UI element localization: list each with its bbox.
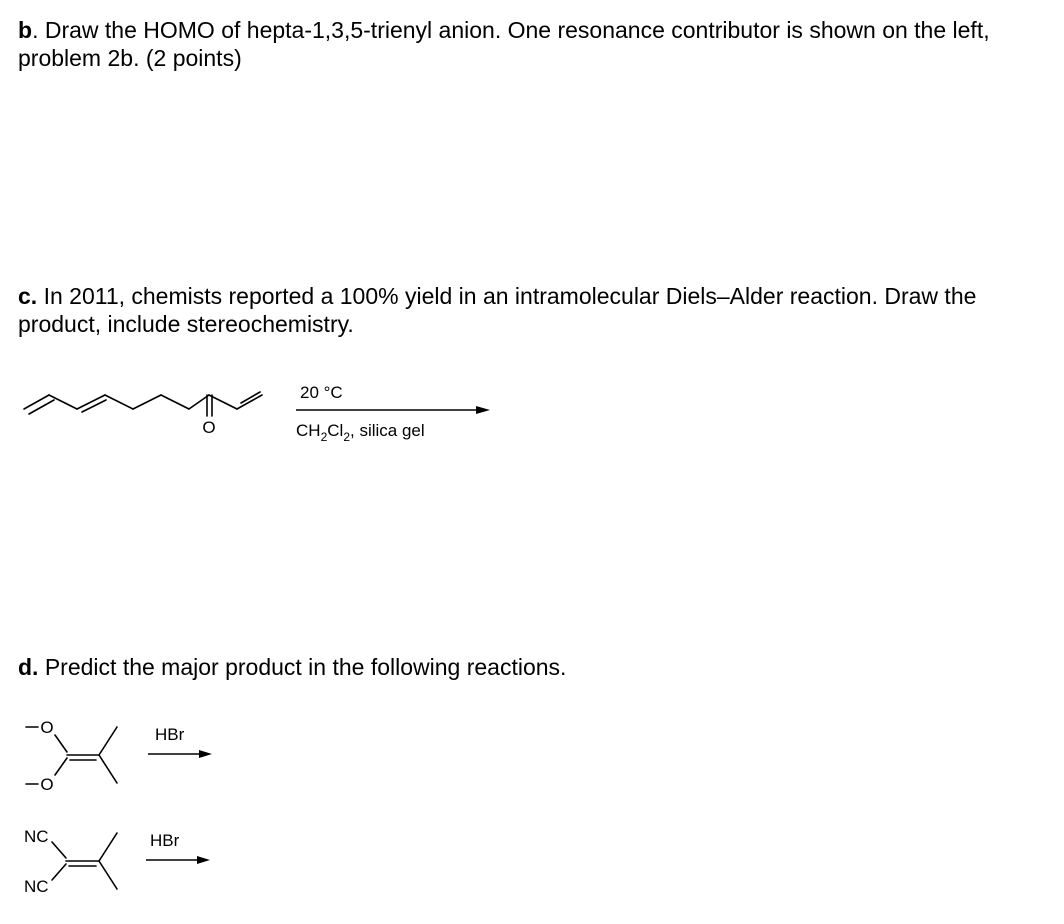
substrate-d2-skeleton [52,833,117,889]
d1-oxygen-bottom-label: O [40,775,54,794]
question-c-letter: c. [18,283,38,309]
reaction-c-solvent: $CH_2Cl_2$, silica gel [296,421,425,444]
question-d-text: Predict the major product in the following reactions. [38,654,567,680]
question-b-text: . Draw the HOMO of hepta-1,3,5-trienyl anion. One resonance contributor is shown on the left, problem 2b. (2 points) [18,17,990,71]
d2-nitrile-top-label: NC [24,827,49,846]
reaction-d1-reagent: HBr [155,725,185,744]
d2-nitrile-bottom-label: NC [24,877,49,896]
carbonyl-oxygen-label: O [202,418,216,437]
d1-oxygen-top-label: O [40,718,54,737]
question-c-text: In 2011, chemists reported a 100% yield in an intramolecular Diels–Alder reaction. Draw the product, include stereochemistry. [18,283,977,337]
reaction-d1-arrowhead [199,750,212,758]
question-b-letter: b [18,17,33,43]
reaction-d2-reagent: HBr [150,831,180,850]
question-d-letter: d. [18,654,39,680]
reaction-c-temperature: 20 °C [300,383,343,402]
reaction-d2-arrowhead [197,856,210,864]
